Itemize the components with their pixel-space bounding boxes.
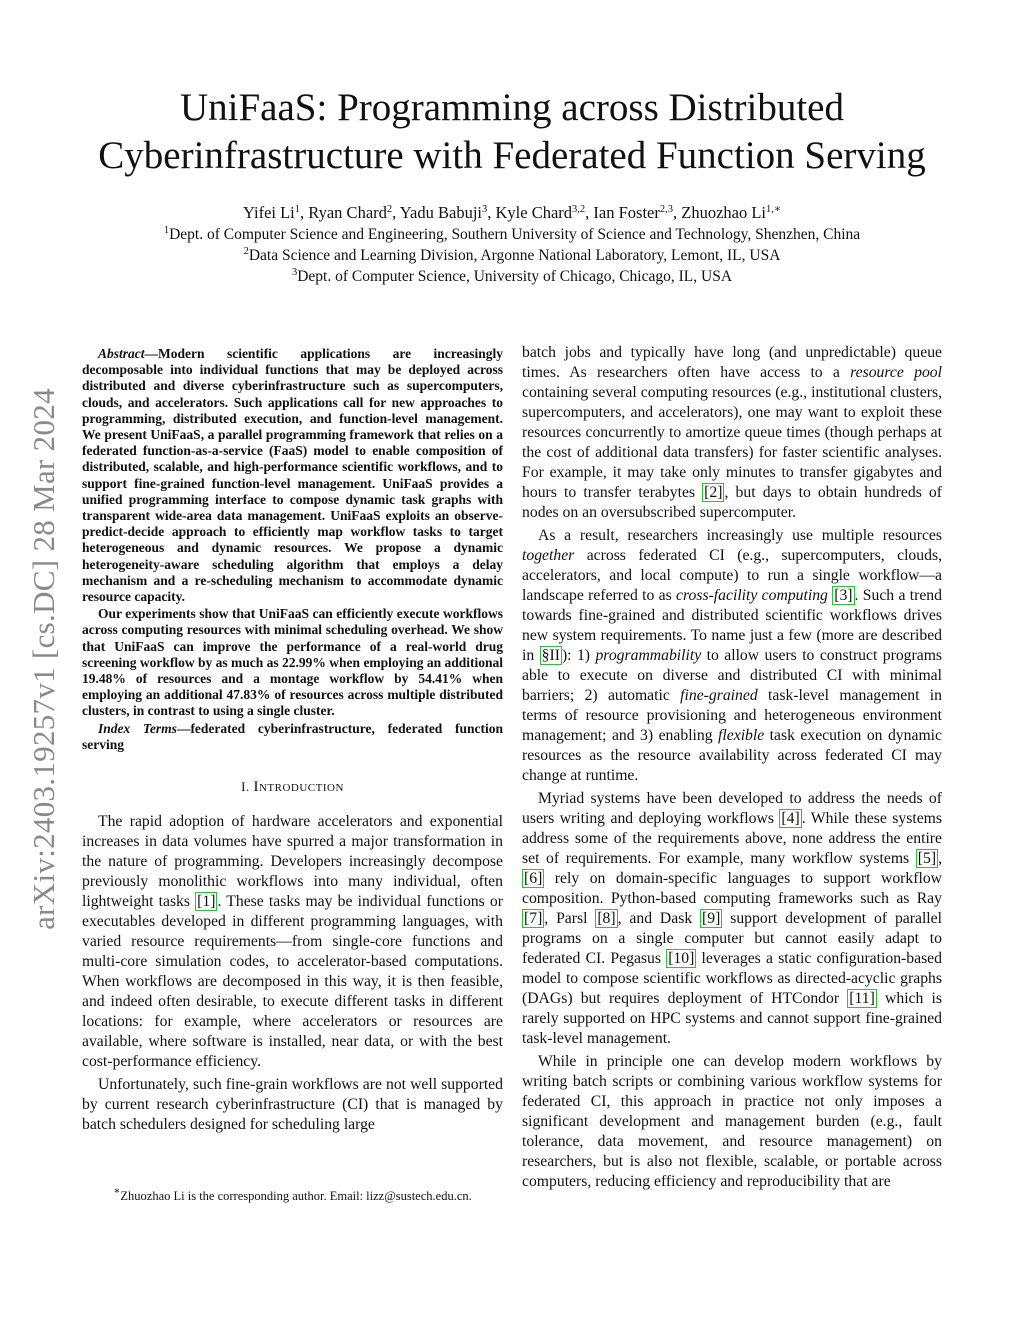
citation-link[interactable]: [9] <box>702 910 721 927</box>
intro-paragraph-4: As a result, researchers increasingly use multiple resources together across federated CI (e.g., supercomputers, clouds, accelerators, and local compute) to run a single workflow—a landscape referred to as cross-facility computing [3] . Such a trend towards fine-grained and distributed scientific workflows drives new system requirements. To name just a few (more are described in §II ): 1) programmability to allow users to construct programs able to execute on diverse and distributed CI with minimal barriers; 2) automatic fine-grained task-level management in terms of resource provisioning and heterogeneous environment management; and 3) enabling flexible task execution on dynamic resources as the resource availability across federated CI may change at runtime. <box>522 527 943 784</box>
affiliation-1: $^1$Dept. of Computer Science and Engineering, Southern University of Science and Technology, Shenzhen, China <box>163 225 861 243</box>
intro-paragraph-3: batch jobs and typically have long (and unpredictable) queue times. As researchers often have access to a resource pool containing several computing resources (e.g., institutional clusters, supercomputers, and accelerators), one may want to exploit these resources concurrently to amortize queue times (though perhaps at the cost of additional data transfers) for faster scientific analyses. For example, it may take only minutes to transfer gigabytes and hours to transfer terabytes [2] , but days to obtain hundreds of nodes on an oversubscribed supercomputer. <box>522 344 943 521</box>
right-column <box>522 343 942 1192</box>
intro-paragraph-6: While in principle one can develop modern workflows by writing batch scripts or combining various workflow systems for federated CI, this approach in practice not only imposes a significant development and management burden (e.g., fault tolerance, data movement, and resource management) on researchers, but is also not flexible, scalable, or portable across computers, reducing efficiency and reproducibility that are <box>522 1053 942 1190</box>
introduction-right <box>522 343 942 1192</box>
title-line-1: UniFaaS: Programming across Distributed <box>179 86 844 129</box>
affiliation-2: $^2$Data Science and Learning Division, Argonne National Laboratory, Lemont, IL, USA <box>243 246 781 264</box>
citation-link[interactable]: [8] <box>597 910 616 927</box>
citation-link[interactable]: [10] <box>668 950 695 967</box>
author: Ryan Chard <box>308 203 387 222</box>
citation-link[interactable]: [11] <box>849 990 875 1007</box>
citation-link[interactable]: [3] <box>834 587 853 604</box>
citation-link[interactable]: [1] <box>197 893 216 911</box>
author: Kyle Chard <box>495 203 573 222</box>
author-affil-mark: 1 <box>294 204 301 215</box>
author: Ian Foster <box>593 203 660 222</box>
abstract-text: —Modern scientific applications are increasingly decomposable into individual functions that may be deployed across distributed and diverse cyberinfrastructure such as supercomputers, clouds, and accelerators. Such applications call for new approaches to programming, distributed execution, and function-level management. We present UniFaaS, a parallel programming framework that relies on a federated function-as-a-service (FaaS) model to enable composition of distributed, scalable, and high-performance scientific workflows, and to support fine-grained function-level management. UniFaaS provides a unified programming interface to compose dynamic task graphs with transparent wide-area data management. UniFaaS exploits an observe-predict-decide approach to efficiently map workflow tasks to target heterogeneous and dynamic resources. We propose a dynamic heterogeneity-aware scheduling algorithm that employs a delay mechanism and a re-scheduling mechanism to accommodate dynamic resource capacity. <box>82 346 503 605</box>
author: Zhuozhao Li <box>681 203 766 222</box>
arxiv-identifier-text: arXiv:2403.19257v1 [cs.DC] 28 Mar 2024 <box>26 388 61 930</box>
section-heading-introduction: I. Introduction <box>241 779 344 796</box>
paper-title <box>60 84 964 180</box>
author: Yadu Babuji <box>399 203 482 222</box>
index-terms-text: —federated cyberinfrastructure, federated function serving <box>82 720 503 752</box>
abstract-paragraph-2: Our experiments show that UniFaaS can efficiently execute workflows across computing resources with minimal scheduling overhead. We show that UniFaaS can improve the performance of a real-world drug screening workflow by as much as 22.99% when employing an additional 19.48% of resources and a montage workflow by 54.41% when employing an additional 47.83% of resources across multiple distributed clusters, in contrast to using a single cluster. <box>82 606 503 719</box>
affiliation-3: $^3$Dept. of Computer Science, University of Chicago, Chicago, IL, USA <box>291 267 733 285</box>
arxiv-identifier <box>26 348 62 970</box>
author-list: Yifei Li$^1$, Ryan Chard$^2$, Yadu Babuji$^3$, Kyle Chard$^{3,2}$, Ian Foster$^{2,3}$, Zhuozhao $Li^{1,∗}$ <box>242 203 782 222</box>
author-affil-mark: 3,2 <box>572 204 586 215</box>
author-affil-mark: 3 <box>482 204 488 215</box>
citation-link[interactable]: [7] <box>524 910 543 927</box>
index-terms-label: Index Terms <box>98 720 177 736</box>
citation-link[interactable]: [6] <box>524 870 543 887</box>
author-affil-mark: 2,3 <box>659 204 673 215</box>
intro-paragraph-5: Myriad systems have been developed to address the needs of users writing and deploying workflows [4] . While these systems address some of the requirements above, none address the entire set of requirements. For example, many workflow systems [5] , [6] rely on domain-specific languages to support workflow composition. Python-based computing frameworks such as Ray [7] , Parsl [8] , and Dask [9] support development of parallel programs on a single computer but cannot easily adapt to federated CI. Pegasus [10] leverages a static configuration-based model to compose scientific workflows as directed-acyclic graphs (DAGs) but requires deployment of HTCondor [11] which is rarely supported on HPC systems and cannot support fine-grained task-level management. <box>522 790 942 1047</box>
citation-link[interactable]: [2] <box>704 484 723 501</box>
abstract <box>82 346 503 753</box>
author-affil-mark: 2 <box>386 204 393 215</box>
citation-link[interactable]: [4] <box>781 810 800 827</box>
citation-link[interactable]: [5] <box>917 850 937 867</box>
intro-paragraph-2: Unfortunately, such fine-grain workflows are not well supported by current research cyberinfrastructure (CI) that is managed by batch schedulers designed for scheduling large <box>82 1076 503 1134</box>
section-reference-link[interactable]: §II <box>541 647 560 664</box>
footnote <box>82 1188 503 1204</box>
intro-paragraph-1: The rapid adoption of hardware accelerators and exponential increases in data volumes have spurred a major transformation in the nature of programming. Developers increasingly decompose previously monolithic workflows into many individual, often lightweight tasks [1] . These tasks may be individual functions or executables developed in different programming languages, with varied resource requirements—from single-core functions and multi-core simulation codes, to accelerator-based computations. When workflows are decomposed in this way, it is then feasible, and indeed often desirable, to execute different tasks in different locations: for example, where accelerators or resources are available, where software is installed, near data, or with the best cost-performance efficiency. <box>82 813 503 1071</box>
introduction-left <box>82 812 503 1135</box>
author: Yifei Li <box>242 203 295 222</box>
abstract-label: Abstract <box>98 346 145 361</box>
footnote-marker: ∗ <box>113 1186 121 1197</box>
footnote-text: Zhuozhao Li is the corresponding author. Email: lizz@sustech.edu.cn. <box>120 1189 472 1203</box>
author-affil-mark: 1,∗ <box>766 204 782 215</box>
title-line-2: Cyberinfrastructure with Federated Function Serving <box>98 134 926 177</box>
left-column <box>82 346 503 1135</box>
